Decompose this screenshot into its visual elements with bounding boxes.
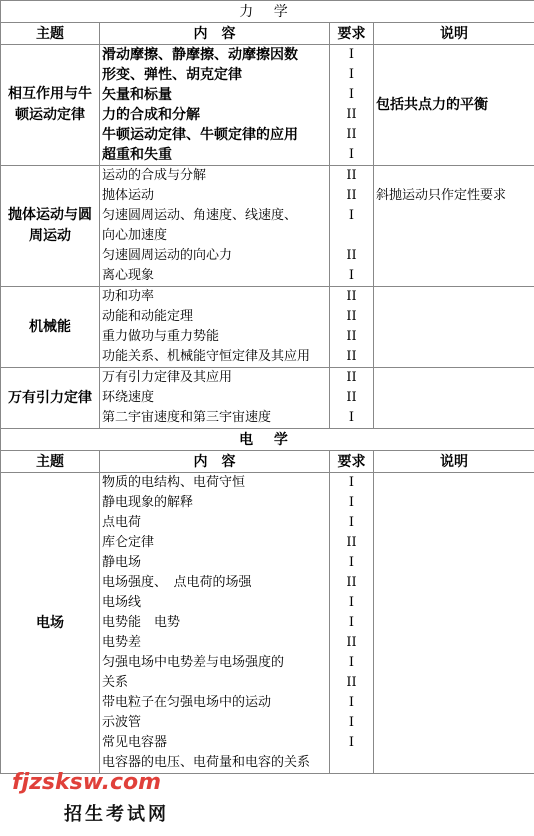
requirement-level: II bbox=[346, 535, 357, 550]
content-line: 第二宇宙速度和第三宇宙速度 bbox=[102, 410, 272, 425]
watermark-subtitle: 招生考试网 bbox=[64, 804, 169, 825]
content-line: 电势差 bbox=[102, 635, 142, 650]
header-content: 内 容 bbox=[100, 23, 330, 45]
requirement-level: I bbox=[348, 515, 355, 530]
content-line: 电场强度、 点电荷的场强 bbox=[102, 575, 252, 590]
note-cell bbox=[374, 166, 534, 287]
requirement-cell bbox=[330, 45, 374, 166]
requirement-level: I bbox=[348, 475, 355, 490]
requirement-level bbox=[332, 226, 371, 246]
content-line: 动能和动能定理 bbox=[102, 309, 194, 324]
content-line: 关系 bbox=[102, 675, 129, 690]
requirement-level: II bbox=[346, 309, 357, 324]
electricity-section-title: 电 学 bbox=[1, 429, 534, 451]
requirement-level: I bbox=[348, 715, 355, 730]
topic-cell: 电场 bbox=[1, 473, 100, 774]
site-watermark bbox=[12, 770, 172, 830]
content-line: 超重和失重 bbox=[102, 147, 172, 163]
content-line: 电势能 电势 bbox=[102, 615, 181, 630]
requirement-level: I bbox=[348, 147, 355, 162]
requirement-level: I bbox=[348, 87, 355, 102]
content-cell bbox=[100, 166, 330, 287]
content-cell bbox=[100, 473, 330, 774]
content-line: 环绕速度 bbox=[102, 390, 155, 405]
topic-cell: 万有引力定律 bbox=[1, 368, 100, 429]
topic-cell: 机械能 bbox=[1, 287, 100, 368]
mechanics-section-title: 力 学 bbox=[1, 1, 534, 23]
content-line: 滑动摩擦、静摩擦、动摩擦因数 bbox=[102, 47, 298, 63]
note-text: 斜抛运动只作定性要求 bbox=[376, 188, 507, 203]
content-line: 静电场 bbox=[102, 555, 142, 570]
table-row bbox=[1, 368, 534, 429]
requirement-level: I bbox=[348, 735, 355, 750]
content-line: 离心现象 bbox=[102, 268, 155, 283]
content-line: 向心加速度 bbox=[102, 228, 168, 243]
content-line: 匀速圆周运动的向心力 bbox=[102, 248, 233, 263]
content-line: 运动的合成与分解 bbox=[102, 168, 207, 183]
requirement-level: I bbox=[348, 695, 355, 710]
requirement-level: II bbox=[346, 349, 357, 364]
table-row bbox=[1, 166, 534, 287]
requirement-level: II bbox=[346, 390, 357, 405]
content-line: 矢量和标量 bbox=[102, 87, 172, 103]
content-line: 重力做功与重力势能 bbox=[102, 329, 220, 344]
table-row bbox=[1, 287, 534, 368]
requirement-level: II bbox=[346, 188, 357, 203]
header-content: 内 容 bbox=[100, 451, 330, 473]
content-cell bbox=[100, 45, 330, 166]
requirement-level: I bbox=[348, 555, 355, 570]
requirement-level: I bbox=[348, 655, 355, 670]
requirement-level: II bbox=[346, 248, 357, 263]
content-line: 功能关系、机械能守恒定律及其应用 bbox=[102, 349, 311, 364]
content-line: 电容器的电压、电荷量和电容的关系 bbox=[102, 755, 311, 770]
content-line: 库仑定律 bbox=[102, 535, 155, 550]
topic-cell: 相互作用与牛顿运动定律 bbox=[1, 45, 100, 166]
requirement-level: II bbox=[346, 575, 357, 590]
mechanics-header-row bbox=[1, 23, 534, 45]
table-row bbox=[1, 473, 534, 774]
requirement-level: II bbox=[346, 168, 357, 183]
header-requirement: 要求 bbox=[330, 451, 374, 473]
topic-cell: 抛体运动与圆周运动 bbox=[1, 166, 100, 287]
watermark-logo: fjzsksw.com bbox=[12, 770, 162, 795]
table-row bbox=[1, 45, 534, 166]
requirement-level: II bbox=[346, 675, 357, 690]
content-line: 抛体运动 bbox=[102, 188, 155, 203]
note-cell: 包括共点力的平衡 bbox=[374, 45, 534, 166]
content-line: 点电荷 bbox=[102, 515, 142, 530]
requirement-level: II bbox=[346, 127, 357, 142]
requirement-level: II bbox=[346, 289, 357, 304]
content-line: 常见电容器 bbox=[102, 735, 168, 750]
content-line: 匀速圆周运动、角速度、线速度、 bbox=[102, 208, 298, 223]
requirement-level: I bbox=[348, 595, 355, 610]
note-cell bbox=[374, 473, 534, 774]
content-line: 电场线 bbox=[102, 595, 142, 610]
header-topic: 主题 bbox=[1, 451, 100, 473]
content-line: 带电粒子在匀强电场中的运动 bbox=[102, 695, 272, 710]
requirement-level: I bbox=[348, 67, 355, 82]
note-cell bbox=[374, 368, 534, 429]
content-cell bbox=[100, 287, 330, 368]
content-line: 形变、弹性、胡克定律 bbox=[102, 67, 242, 83]
content-line: 功和功率 bbox=[102, 289, 155, 304]
content-line: 示波管 bbox=[102, 715, 142, 730]
requirement-level: II bbox=[346, 107, 357, 122]
requirement-cell bbox=[330, 368, 374, 429]
requirement-level: II bbox=[346, 635, 357, 650]
requirement-level: I bbox=[348, 410, 355, 425]
requirement-cell bbox=[330, 166, 374, 287]
requirement-cell bbox=[330, 287, 374, 368]
requirement-level: I bbox=[348, 495, 355, 510]
header-topic: 主题 bbox=[1, 23, 100, 45]
content-cell bbox=[100, 368, 330, 429]
requirement-level: I bbox=[348, 268, 355, 283]
electricity-header-row bbox=[1, 451, 534, 473]
requirement-cell bbox=[330, 473, 374, 774]
content-line: 静电现象的解释 bbox=[102, 495, 194, 510]
note-cell bbox=[374, 287, 534, 368]
content-line: 万有引力定律及其应用 bbox=[102, 370, 233, 385]
content-line: 匀强电场中电势差与电场强度的 bbox=[102, 655, 285, 670]
requirement-level: II bbox=[346, 329, 357, 344]
requirement-level: I bbox=[348, 47, 355, 62]
header-note: 说明 bbox=[374, 451, 534, 473]
content-line: 力的合成和分解 bbox=[102, 107, 200, 123]
requirement-level: II bbox=[346, 370, 357, 385]
requirement-level: I bbox=[348, 615, 355, 630]
requirement-level: I bbox=[348, 208, 355, 223]
header-requirement: 要求 bbox=[330, 23, 374, 45]
content-line: 牛顿运动定律、牛顿定律的应用 bbox=[102, 127, 298, 143]
content-line: 物质的电结构、电荷守恒 bbox=[102, 475, 246, 490]
header-note: 说明 bbox=[374, 23, 534, 45]
